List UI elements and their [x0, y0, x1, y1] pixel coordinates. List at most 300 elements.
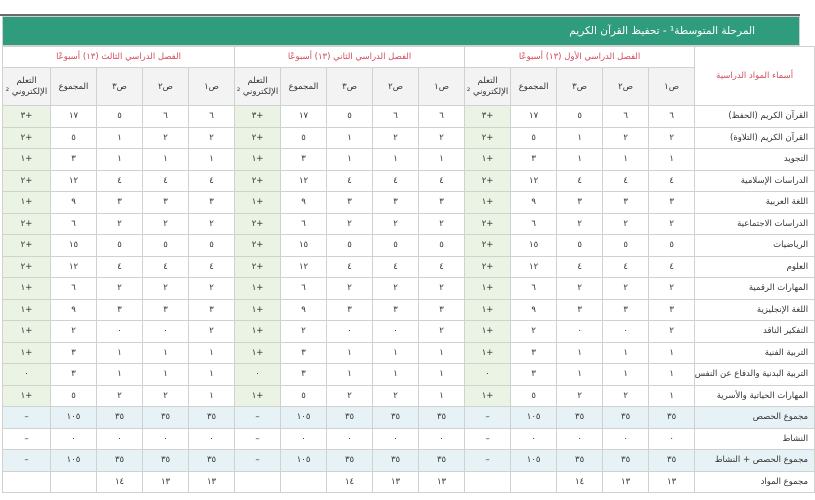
value-cell: ٢ — [327, 385, 373, 407]
value-cell: ٤ — [557, 170, 603, 192]
value-cell: ١٠٥ — [51, 450, 97, 472]
elearning-cell: – — [3, 450, 51, 472]
value-cell: ٢ — [603, 213, 649, 235]
elearning-cell: ٠ — [3, 364, 51, 386]
elearning-cell: +١ — [465, 385, 511, 407]
elearning-cell: – — [3, 407, 51, 429]
table-row — [3, 235, 815, 257]
value-cell: ٣٥ — [327, 407, 373, 429]
value-cell: ٢ — [603, 385, 649, 407]
value-cell: ١٧ — [51, 106, 97, 128]
value-cell: ٣٥ — [603, 407, 649, 429]
value-cell: ٣٥ — [327, 450, 373, 472]
value-cell: ١ — [143, 364, 189, 386]
value-cell: ٣ — [97, 192, 143, 214]
table-row — [3, 471, 815, 493]
value-cell: ٤ — [373, 256, 419, 278]
value-cell: ٣ — [511, 342, 557, 364]
value-cell: ٤ — [649, 170, 695, 192]
value-cell: ١٥ — [281, 235, 327, 257]
value-cell: ١٢ — [511, 256, 557, 278]
value-cell: ٣ — [143, 192, 189, 214]
value-cell: ٣ — [649, 192, 695, 214]
subject-name: النشاط — [695, 428, 815, 450]
value-cell: ١ — [419, 385, 465, 407]
elearning-cell: +٢ — [3, 127, 51, 149]
table-row — [3, 127, 815, 149]
value-cell: ٠ — [189, 428, 235, 450]
value-cell: ١٢ — [51, 256, 97, 278]
value-cell: ٩ — [511, 192, 557, 214]
elearning-cell: +١ — [235, 192, 281, 214]
value-cell: ٣٥ — [189, 450, 235, 472]
value-cell: ٣ — [189, 299, 235, 321]
value-cell: ١٣ — [373, 471, 419, 493]
elearning-cell: – — [465, 428, 511, 450]
value-cell: ١ — [419, 364, 465, 386]
value-cell: ٦ — [511, 213, 557, 235]
value-cell: ١٧ — [511, 106, 557, 128]
value-cell: ٦ — [281, 278, 327, 300]
value-cell: ١٤ — [557, 471, 603, 493]
value-cell: ٦ — [143, 106, 189, 128]
value-cell: ٥ — [51, 127, 97, 149]
value-cell: ١ — [97, 342, 143, 364]
value-cell: ١ — [557, 364, 603, 386]
elearning-cell — [3, 471, 51, 493]
value-cell: ٠ — [327, 321, 373, 343]
value-cell: ٣ — [327, 299, 373, 321]
value-cell: ٥ — [649, 235, 695, 257]
elearning-cell: +٢ — [235, 127, 281, 149]
semester-1-header: الفصل الدراسي الأول (١٣) أسبوعًا — [465, 47, 695, 68]
column-header: التعلم الإلكتروني ² — [235, 68, 281, 106]
elearning-cell: +١ — [235, 385, 281, 407]
value-cell: ١٣ — [189, 471, 235, 493]
value-cell: ١٥ — [51, 235, 97, 257]
value-cell: ٥ — [143, 235, 189, 257]
value-cell: ٣٥ — [373, 450, 419, 472]
elearning-cell: – — [465, 450, 511, 472]
value-cell: ١٠٥ — [51, 407, 97, 429]
table-body — [3, 106, 815, 493]
elearning-cell: +١ — [235, 299, 281, 321]
value-cell — [51, 471, 97, 493]
value-cell: ٤ — [327, 170, 373, 192]
value-cell: ١٢ — [511, 170, 557, 192]
value-cell: ٤ — [189, 256, 235, 278]
value-cell: ٥ — [511, 385, 557, 407]
subject-name: العلوم — [695, 256, 815, 278]
value-cell: ١ — [557, 342, 603, 364]
value-cell: ٢ — [649, 321, 695, 343]
value-cell: ٤ — [603, 256, 649, 278]
elearning-cell: +١ — [3, 321, 51, 343]
value-cell: ٠ — [511, 428, 557, 450]
value-cell: ١ — [603, 342, 649, 364]
value-cell: ٥ — [373, 235, 419, 257]
value-cell: ٢ — [649, 278, 695, 300]
subject-name: القرآن الكريم (التلاوة) — [695, 127, 815, 149]
value-cell: ٠ — [281, 428, 327, 450]
table-row — [3, 450, 815, 472]
value-cell: ٣ — [51, 342, 97, 364]
value-cell: ٢ — [143, 127, 189, 149]
table-row — [3, 213, 815, 235]
table-row — [3, 106, 815, 128]
elearning-cell: +١ — [3, 149, 51, 171]
value-cell: ٦ — [419, 106, 465, 128]
value-cell: ١ — [649, 342, 695, 364]
column-header: ص٢ — [143, 68, 189, 106]
elearning-cell: – — [465, 407, 511, 429]
value-cell: ١ — [557, 149, 603, 171]
value-cell: ٠ — [649, 428, 695, 450]
value-cell: ٢ — [143, 213, 189, 235]
subject-name: القرآن الكريم (الحفظ) — [695, 106, 815, 128]
value-cell: ١ — [419, 149, 465, 171]
column-header: ص٣ — [557, 68, 603, 106]
value-cell: ١ — [97, 149, 143, 171]
table-row — [3, 256, 815, 278]
value-cell: ٥ — [97, 106, 143, 128]
value-cell: ٥ — [603, 235, 649, 257]
elearning-cell: +٢ — [235, 213, 281, 235]
value-cell: ٦ — [603, 106, 649, 128]
value-cell: ١٠٥ — [281, 450, 327, 472]
table-row — [3, 321, 815, 343]
value-cell: ٥ — [419, 235, 465, 257]
elearning-cell: +١ — [465, 149, 511, 171]
value-cell: ٥ — [189, 235, 235, 257]
value-cell: ٦ — [281, 213, 327, 235]
value-cell: ٣ — [189, 192, 235, 214]
subject-name: الدراسات الاجتماعية — [695, 213, 815, 235]
value-cell: ٣٥ — [419, 450, 465, 472]
value-cell: ٤ — [373, 170, 419, 192]
value-cell: ٢ — [557, 278, 603, 300]
value-cell: ٢ — [189, 127, 235, 149]
value-cell: ١ — [327, 342, 373, 364]
elearning-cell: +٢ — [465, 170, 511, 192]
value-cell: ٣٥ — [557, 407, 603, 429]
elearning-cell: – — [235, 428, 281, 450]
value-cell: ٩ — [51, 192, 97, 214]
value-cell: ١٢ — [281, 170, 327, 192]
table-row — [3, 299, 815, 321]
value-cell: ٩ — [281, 299, 327, 321]
table-title: المرحلة المتوسطة¹ - تحفيظ القرآن الكريم — [2, 16, 800, 46]
value-cell: ٢ — [419, 213, 465, 235]
value-cell: ٣ — [281, 149, 327, 171]
value-cell: ١٣ — [649, 471, 695, 493]
elearning-cell: +١ — [465, 321, 511, 343]
column-header: ص١ — [419, 68, 465, 106]
semester-3-header: الفصل الدراسي الثالث (١٣) أسبوعًا — [3, 47, 235, 68]
value-cell: ٠ — [419, 428, 465, 450]
column-header: ص٢ — [603, 68, 649, 106]
value-cell: ١٤ — [327, 471, 373, 493]
column-header: المجموع — [281, 68, 327, 106]
value-cell: ١٠٥ — [281, 407, 327, 429]
subject-name: اللغة العربية — [695, 192, 815, 214]
value-cell: ٦ — [511, 278, 557, 300]
elearning-cell: +٢ — [3, 170, 51, 192]
value-cell: ١ — [189, 364, 235, 386]
elearning-cell: ٠ — [235, 364, 281, 386]
value-cell: ٢ — [419, 127, 465, 149]
elearning-cell: +١ — [465, 342, 511, 364]
value-cell: ٢ — [419, 321, 465, 343]
value-cell: ٤ — [97, 170, 143, 192]
value-cell: ١٣ — [603, 471, 649, 493]
subject-name: مجموع الحصص — [695, 407, 815, 429]
value-cell: ٥ — [327, 235, 373, 257]
value-cell: ٢ — [97, 278, 143, 300]
subject-name: الرياضيات — [695, 235, 815, 257]
value-cell: ٣ — [51, 149, 97, 171]
value-cell: ٢ — [603, 278, 649, 300]
value-cell: ١ — [557, 127, 603, 149]
semester-2-header: الفصل الدراسي الثاني (١٣) أسبوعًا — [235, 47, 465, 68]
value-cell: ٢ — [419, 278, 465, 300]
value-cell: ٤ — [97, 256, 143, 278]
value-cell: ١ — [373, 342, 419, 364]
column-header: التعلم الإلكتروني ² — [3, 68, 51, 106]
table-row — [3, 385, 815, 407]
value-cell: ٦ — [51, 278, 97, 300]
elearning-cell: +١ — [3, 278, 51, 300]
value-cell: ٢ — [557, 385, 603, 407]
elearning-cell: +٣ — [3, 106, 51, 128]
value-cell: ٢ — [373, 213, 419, 235]
value-cell: ٥ — [557, 235, 603, 257]
value-cell: ٢ — [649, 213, 695, 235]
value-cell: ٣٥ — [603, 450, 649, 472]
value-cell: ٠ — [603, 428, 649, 450]
study-plan-table — [2, 46, 815, 493]
value-cell: ٣ — [557, 192, 603, 214]
value-cell: ٣٥ — [97, 407, 143, 429]
value-cell: ٠ — [51, 428, 97, 450]
value-cell: ٣٥ — [649, 450, 695, 472]
value-cell: ٢ — [327, 213, 373, 235]
value-cell: ١ — [373, 149, 419, 171]
elearning-cell: +١ — [465, 192, 511, 214]
value-cell: ٣ — [603, 192, 649, 214]
subject-header: أسماء المواد الدراسية — [695, 47, 815, 106]
value-cell: ٢ — [373, 385, 419, 407]
value-cell: ٢ — [97, 213, 143, 235]
value-cell: ٢ — [189, 321, 235, 343]
value-cell: ٢ — [511, 321, 557, 343]
value-cell: ٣٥ — [649, 407, 695, 429]
elearning-cell: +١ — [235, 149, 281, 171]
value-cell: ٢ — [51, 321, 97, 343]
value-cell: ٠ — [143, 321, 189, 343]
elearning-cell: +٢ — [235, 235, 281, 257]
value-cell: ٣ — [603, 299, 649, 321]
value-cell: ٢ — [189, 278, 235, 300]
value-cell: ٣٥ — [143, 407, 189, 429]
column-header: ص٢ — [373, 68, 419, 106]
value-cell: ٥ — [511, 127, 557, 149]
value-cell: ٤ — [143, 256, 189, 278]
table-row — [3, 278, 815, 300]
value-cell: ٣٥ — [97, 450, 143, 472]
value-cell: ١٣ — [143, 471, 189, 493]
value-cell: ٠ — [373, 321, 419, 343]
value-cell: ٤ — [557, 256, 603, 278]
value-cell: ١ — [649, 149, 695, 171]
table-row — [3, 364, 815, 386]
value-cell: ٢ — [649, 127, 695, 149]
table-row — [3, 149, 815, 171]
column-header: ص٣ — [97, 68, 143, 106]
value-cell: ٩ — [281, 192, 327, 214]
value-cell: ١٠٥ — [511, 407, 557, 429]
column-header: التعلم الإلكتروني ² — [465, 68, 511, 106]
value-cell: ٤ — [603, 170, 649, 192]
value-cell: ٢ — [143, 278, 189, 300]
value-cell: ٣٥ — [419, 407, 465, 429]
value-cell: ٢ — [373, 127, 419, 149]
value-cell: ٤ — [649, 256, 695, 278]
subject-name: مجموع المواد — [695, 471, 815, 493]
value-cell: ٢ — [189, 213, 235, 235]
elearning-cell — [235, 471, 281, 493]
value-cell: ١ — [327, 149, 373, 171]
value-cell: ٣ — [373, 192, 419, 214]
value-cell: ١ — [97, 127, 143, 149]
value-cell: ٣٥ — [373, 407, 419, 429]
subject-name: المهارات الرقمية — [695, 278, 815, 300]
value-cell: ٤ — [143, 170, 189, 192]
value-cell: ١ — [143, 342, 189, 364]
subject-name: التجويد — [695, 149, 815, 171]
top-strip — [0, 0, 800, 16]
subject-name: الدراسات الإسلامية — [695, 170, 815, 192]
value-cell: ٢ — [143, 385, 189, 407]
value-cell: ٠ — [603, 321, 649, 343]
value-cell: ٣ — [373, 299, 419, 321]
elearning-cell: +٢ — [3, 213, 51, 235]
table-row — [3, 170, 815, 192]
table-row — [3, 342, 815, 364]
value-cell: ٠ — [557, 428, 603, 450]
table-row — [3, 407, 815, 429]
value-cell: ١ — [327, 127, 373, 149]
value-cell: ١٧ — [281, 106, 327, 128]
subject-name: التربية البدنية والدفاع عن النفس — [695, 364, 815, 386]
value-cell: ٠ — [327, 428, 373, 450]
value-cell: ٤ — [419, 256, 465, 278]
value-cell: ٠ — [97, 321, 143, 343]
value-cell: ٣ — [281, 342, 327, 364]
value-cell: ٢ — [97, 385, 143, 407]
value-cell: ٣ — [511, 149, 557, 171]
subject-name: التربية الفنية — [695, 342, 815, 364]
value-cell: ٣٥ — [189, 407, 235, 429]
value-cell: ١ — [603, 149, 649, 171]
value-cell: ٩ — [51, 299, 97, 321]
value-cell: ٢ — [603, 127, 649, 149]
value-cell: ٥ — [97, 235, 143, 257]
elearning-cell: +١ — [465, 278, 511, 300]
elearning-cell: +٢ — [465, 256, 511, 278]
value-cell: ٣ — [281, 364, 327, 386]
value-cell: ١٤ — [97, 471, 143, 493]
value-cell: ١ — [649, 385, 695, 407]
elearning-cell: +١ — [3, 342, 51, 364]
value-cell: ١٢ — [51, 170, 97, 192]
value-cell: ٦ — [649, 106, 695, 128]
value-cell: ٤ — [189, 170, 235, 192]
value-cell: ٣٥ — [557, 450, 603, 472]
value-cell: ٦ — [189, 106, 235, 128]
value-cell: ١ — [649, 364, 695, 386]
value-cell: ١٢ — [281, 256, 327, 278]
value-cell: ٣ — [557, 299, 603, 321]
elearning-cell: – — [3, 428, 51, 450]
elearning-cell: +١ — [3, 192, 51, 214]
elearning-cell: +١ — [235, 278, 281, 300]
elearning-cell — [465, 471, 511, 493]
value-cell: ٢ — [281, 321, 327, 343]
value-cell: ٣ — [143, 299, 189, 321]
elearning-cell: +٢ — [235, 170, 281, 192]
value-cell: ١٥ — [511, 235, 557, 257]
value-cell: ٢ — [327, 278, 373, 300]
elearning-cell: +١ — [3, 385, 51, 407]
value-cell: ٣ — [419, 192, 465, 214]
value-cell: ٢ — [373, 278, 419, 300]
value-cell: ١ — [189, 385, 235, 407]
column-header: المجموع — [511, 68, 557, 106]
subject-name: مجموع الحصص + النشاط — [695, 450, 815, 472]
value-cell: ٣ — [511, 364, 557, 386]
elearning-cell: +٢ — [235, 256, 281, 278]
elearning-cell: +١ — [465, 299, 511, 321]
column-header: ص٣ — [327, 68, 373, 106]
value-cell: ١ — [373, 364, 419, 386]
value-cell: ٣ — [51, 364, 97, 386]
value-cell: ١ — [327, 364, 373, 386]
value-cell: ١٠٥ — [511, 450, 557, 472]
value-cell: ٥ — [557, 106, 603, 128]
table-row — [3, 428, 815, 450]
value-cell: ٦ — [51, 213, 97, 235]
value-cell: ٣ — [419, 299, 465, 321]
value-cell: ٢ — [557, 213, 603, 235]
value-cell: ٦ — [373, 106, 419, 128]
value-cell: ٠ — [557, 321, 603, 343]
elearning-cell: +٢ — [3, 235, 51, 257]
value-cell: ٣٥ — [143, 450, 189, 472]
elearning-cell: – — [235, 450, 281, 472]
column-header: ص١ — [189, 68, 235, 106]
elearning-cell: +٢ — [465, 235, 511, 257]
subject-name: اللغة الإنجليزية — [695, 299, 815, 321]
elearning-cell: +٣ — [235, 106, 281, 128]
value-cell: ٤ — [419, 170, 465, 192]
table-row — [3, 192, 815, 214]
column-header: المجموع — [51, 68, 97, 106]
elearning-cell: ٠ — [465, 364, 511, 386]
elearning-cell: – — [235, 407, 281, 429]
subject-name: التفكير الناقد — [695, 321, 815, 343]
value-cell: ١ — [189, 342, 235, 364]
